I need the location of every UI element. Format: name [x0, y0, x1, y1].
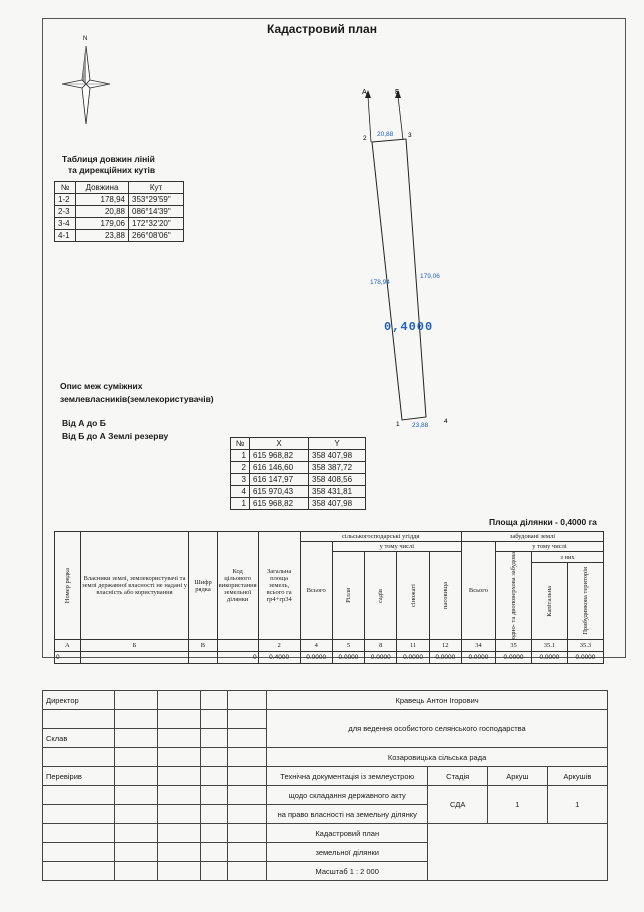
col-header: Довжина: [76, 182, 129, 194]
table-row: [231, 450, 366, 462]
signature-cell: [114, 824, 157, 843]
north-arrow-icon: [56, 32, 116, 132]
table-cell: 615 968,82: [250, 498, 309, 510]
table-cell: В: [189, 640, 217, 652]
sheets-header: Аркушів: [547, 767, 607, 786]
table-cell: 4: [300, 640, 332, 652]
date-cell: [200, 691, 227, 710]
signature-cell: [114, 786, 157, 805]
signature-cell: [227, 824, 266, 843]
signature-cell: [227, 767, 266, 786]
table-cell: 34: [461, 640, 495, 652]
table-row: [231, 486, 366, 498]
table-cell: 35.3: [567, 640, 603, 652]
signature-cell: [114, 710, 157, 729]
table-cell: 0.0000: [567, 652, 603, 664]
col-header: №: [55, 182, 76, 194]
table-cell: 2-3: [55, 206, 76, 218]
header-row-number: Номер рядка: [55, 532, 81, 640]
empty-cell: [428, 824, 608, 881]
table-cell: 2: [231, 462, 250, 474]
header-of-them: з них: [531, 552, 603, 563]
table-cell: 358 431,81: [309, 486, 366, 498]
plan-title-1: Кадастровий план: [267, 824, 428, 843]
land-purpose: для ведення особистого селянського господарства: [267, 710, 608, 748]
signature-cell: [157, 767, 200, 786]
header-built-total: Всього: [461, 542, 495, 640]
table-cell: 358 407,98: [309, 450, 366, 462]
signature-cell: [157, 710, 200, 729]
header-gardens: садів: [365, 552, 397, 640]
header-agri-total: Всього: [300, 542, 332, 640]
point-3-label: 3: [408, 132, 412, 139]
table-cell: 353°29'59": [129, 194, 184, 206]
parcel-area-text: Площа ділянки - 0,4000 га: [489, 517, 597, 527]
table-row: [55, 206, 184, 218]
side-length-right: 179,06: [420, 273, 440, 280]
stage-value: СДА: [428, 786, 488, 824]
table-cell: А: [55, 640, 81, 652]
signature-cell: [227, 862, 266, 881]
col-header: X: [250, 438, 309, 450]
table-cell: 1: [231, 498, 250, 510]
table-cell: 616 146,60: [250, 462, 309, 474]
header-agricultural: сільськогосподарські угіддя: [300, 532, 461, 542]
table-cell: 35: [496, 640, 532, 652]
signature-cell: [157, 805, 200, 824]
table-cell: 172°32'20": [129, 218, 184, 230]
signature-cell: [43, 710, 115, 729]
table-row: [231, 462, 366, 474]
table-cell: 3: [231, 474, 250, 486]
header-purpose-code: Код цільового використання земельної ділянки: [217, 532, 258, 640]
table-cell: 8: [365, 640, 397, 652]
header-total-area: Загальна площа земель, всього га гр4+гр34: [258, 532, 300, 640]
point-1-label: 1: [396, 421, 400, 428]
table-cell: 0.0000: [429, 652, 461, 664]
signature-cell: [200, 786, 227, 805]
signature-cell: [227, 843, 266, 862]
title-block: [42, 690, 608, 881]
table-header-row: [231, 438, 366, 450]
signature-cell: [157, 748, 200, 767]
neighbors-line: Від Б до А Землі резерву: [62, 431, 169, 441]
signature-cell: [200, 862, 227, 881]
col-header: Кут: [129, 182, 184, 194]
page-title: Кадастровий план: [267, 22, 377, 36]
document-title-3: на право власності на земельну ділянку: [267, 805, 428, 824]
table-cell: 20,88: [76, 206, 129, 218]
signature-cell: [227, 691, 266, 710]
table-cell: Б: [80, 640, 189, 652]
signature-cell: [43, 862, 115, 881]
signature-cell: [114, 843, 157, 862]
boundary-arrow-b: [398, 96, 403, 140]
scale-label: Масштаб 1 : 2 000: [267, 862, 428, 881]
table-cell: 0: [217, 652, 258, 664]
signature-cell: [43, 805, 115, 824]
sheet-header: Аркуш: [488, 767, 548, 786]
signature-cell: [227, 805, 266, 824]
sheets-value: 1: [547, 786, 607, 824]
signature-cell: [157, 824, 200, 843]
table-cell: 0.0000: [461, 652, 495, 664]
lines-table: [54, 181, 184, 242]
table-cell: 2: [258, 640, 300, 652]
table-cell: 0.0000: [531, 652, 567, 664]
parcel-area-label: 0,4000: [384, 320, 434, 334]
header-one-two-storey: одно- та двоповерхова забудова: [496, 552, 532, 640]
sheet-value: 1: [488, 786, 548, 824]
signature-cell: [227, 710, 266, 729]
table-cell: 0.0000: [496, 652, 532, 664]
signature-cell: [200, 748, 227, 767]
signature-cell: [227, 748, 266, 767]
label-a: А: [362, 89, 367, 96]
table-cell: [217, 640, 258, 652]
header-hayfields: сіножаті: [397, 552, 429, 640]
table-cell: 616 147,97: [250, 474, 309, 486]
signature-cell: [43, 824, 115, 843]
table-cell: [80, 652, 189, 664]
col-header: №: [231, 438, 250, 450]
neighbors-caption: Опис меж суміжних: [60, 381, 143, 391]
role-director: Директор: [43, 691, 115, 710]
header-pastures: пасовища: [429, 552, 461, 640]
table-cell: 615 970,43: [250, 486, 309, 498]
role-checked: Перевірив: [43, 767, 115, 786]
signature-cell: [200, 710, 227, 729]
side-length-left: 178,94: [370, 279, 390, 286]
document-title-1: Технічна документація із землеустрою: [267, 767, 428, 786]
table-cell: 3-4: [55, 218, 76, 230]
lines-table-caption-2: та дирекційних кутів: [68, 165, 156, 175]
table-cell: 179,06: [76, 218, 129, 230]
signature-cell: [227, 786, 266, 805]
signature-cell: [157, 843, 200, 862]
table-row: [231, 474, 366, 486]
signature-cell: [43, 843, 115, 862]
signature-cell: [114, 862, 157, 881]
signature-cell: [157, 691, 200, 710]
signature-cell: [227, 729, 266, 748]
label-b: Б: [395, 89, 400, 96]
table-row: [55, 218, 184, 230]
document-title-2: щодо складання державного акту: [267, 786, 428, 805]
north-label: N: [83, 36, 88, 42]
signature-cell: [200, 805, 227, 824]
land-use-table: [54, 531, 604, 664]
boundary-arrow-a: [368, 96, 371, 142]
header-code: Шифр рядка: [189, 532, 217, 640]
table-row: [55, 652, 604, 664]
table-row: [55, 230, 184, 242]
table-cell: 4-1: [55, 230, 76, 242]
signature-cell: [157, 786, 200, 805]
table-cell: 0.0000: [332, 652, 364, 664]
signature-cell: [200, 843, 227, 862]
header-arable: Рілля: [332, 552, 364, 640]
table-cell: 35.1: [531, 640, 567, 652]
neighbors-caption-2: землевласників(землекористувачів): [60, 394, 214, 404]
signature-cell: [114, 805, 157, 824]
signature-cell: [43, 786, 115, 805]
point-4-label: 4: [444, 418, 448, 425]
stage-header: Стадія: [428, 767, 488, 786]
table-cell: 0.0000: [365, 652, 397, 664]
signature-cell: [114, 767, 157, 786]
signature-cell: [200, 824, 227, 843]
table-cell: 1: [231, 450, 250, 462]
point-2-label: 2: [363, 135, 367, 142]
neighbors-line: Від А до Б: [62, 418, 106, 428]
table-cell: 178,94: [76, 194, 129, 206]
table-cell: 1-2: [55, 194, 76, 206]
table-cell: 266°08'06": [129, 230, 184, 242]
header-agri-including: у тому числі: [332, 542, 461, 552]
table-cell: 4: [231, 486, 250, 498]
table-row: [231, 498, 366, 510]
header-adjacent-territory: Прибудинкова територія: [567, 563, 603, 640]
signature-cell: [157, 729, 200, 748]
table-cell: 615 968,82: [250, 450, 309, 462]
table-header-row: [55, 182, 184, 194]
lines-table-caption: Таблиця довжин ліній: [62, 154, 155, 164]
signature-cell: [200, 767, 227, 786]
person-name: Кравець Антон Ігорович: [267, 691, 608, 710]
table-row: [55, 640, 604, 652]
header-built-including: у тому числі: [496, 542, 604, 552]
role-compiled: Склав: [43, 729, 115, 748]
table-cell: [189, 652, 217, 664]
signature-cell: [200, 729, 227, 748]
col-header: Y: [309, 438, 366, 450]
header-capital: Капітальна: [531, 563, 567, 640]
table-cell: 0.0000: [300, 652, 332, 664]
table-cell: 12: [429, 640, 461, 652]
signature-cell: [43, 748, 115, 767]
header-owners: Власники землі, землекористувачі та землі державної власності не надані у власність або користування: [80, 532, 189, 640]
table-cell: 5: [332, 640, 364, 652]
table-cell: 358 407,98: [309, 498, 366, 510]
table-cell: 23,88: [76, 230, 129, 242]
table-cell: 0.4000: [258, 652, 300, 664]
table-cell: 11: [397, 640, 429, 652]
coords-table: [230, 437, 366, 510]
table-row: [55, 194, 184, 206]
table-cell: 358 387,72: [309, 462, 366, 474]
signature-cell: [157, 862, 200, 881]
header-built-up: забудовані землі: [461, 532, 603, 542]
signature-cell: [114, 691, 157, 710]
side-length-bottom: 23,88: [412, 422, 429, 429]
side-length-top: 20,88: [377, 131, 394, 138]
table-cell: 358 408,56: [309, 474, 366, 486]
table-cell: 0: [55, 652, 81, 664]
signature-cell: [114, 729, 157, 748]
plan-title-2: земельної ділянки: [267, 843, 428, 862]
table-cell: 0.0000: [397, 652, 429, 664]
council-name: Козаровицька сільська рада: [267, 748, 608, 767]
signature-cell: [114, 748, 157, 767]
parcel-plan: [340, 80, 460, 440]
table-cell: 086°14'39": [129, 206, 184, 218]
